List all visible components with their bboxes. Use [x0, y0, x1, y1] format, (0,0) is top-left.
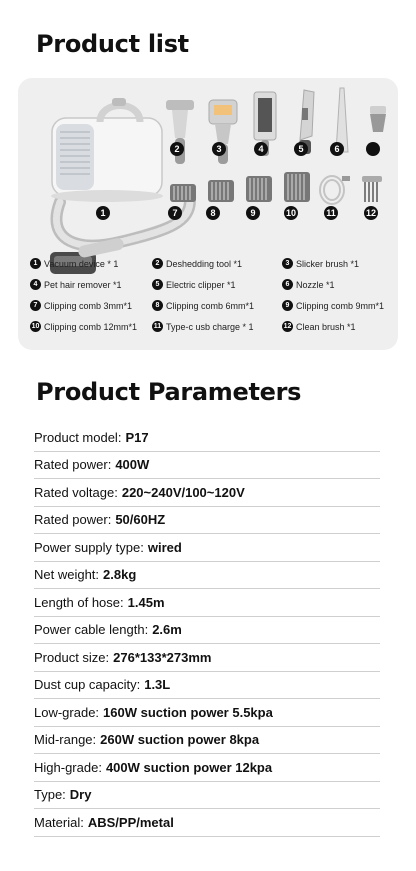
product-list-panel — [18, 78, 398, 350]
callout-number-8: 8 — [206, 206, 220, 220]
legend-item: 11 Type-c usb charge * 1 — [153, 321, 254, 332]
param-row: Power supply type: wired — [34, 534, 380, 562]
param-row: Rated voltage: 220~240V/100~120V — [34, 479, 380, 507]
callout-number-7-nozzle-alt — [366, 142, 380, 156]
legend-item: 2 Deshedding tool *1 — [152, 258, 242, 269]
legend-item: 9 Clipping comb 9mm*1 — [282, 300, 384, 311]
clean-brush-small-image — [360, 104, 396, 174]
legend-item: 1 Vacuum device * 1 — [30, 258, 118, 269]
product-list-title: Product list — [36, 30, 189, 58]
product-parameters-table — [34, 424, 380, 837]
callout-number-11: 11 — [324, 206, 338, 220]
legend-item: 3 Slicker brush *1 — [282, 258, 359, 269]
legend-item: 10 Clipping comb 12mm*1 — [31, 321, 138, 332]
param-row: Rated power: 400W — [34, 452, 380, 480]
param-row: High-grade: 400W suction power 12kpa — [34, 754, 380, 782]
param-row: Rated power: 50/60HZ — [34, 507, 380, 535]
legend-item: 12 Clean brush *1 — [283, 321, 356, 332]
param-row: Low-grade: 160W suction power 5.5kpa — [34, 699, 380, 727]
param-row: Type: Dry — [34, 782, 380, 810]
deshedding-tool-image — [164, 98, 200, 168]
callout-number-3: 3 — [212, 142, 226, 156]
param-row: Material: ABS/PP/metal — [34, 809, 380, 837]
legend-item: 4 Pet hair remover *1 — [30, 279, 122, 290]
param-row: Dust cup capacity: 1.3L — [34, 672, 380, 700]
legend-item: 5 Electric clipper *1 — [152, 279, 236, 290]
callout-number-4: 4 — [254, 142, 268, 156]
callout-number-7: 7 — [168, 206, 182, 220]
param-row: Length of hose: 1.45m — [34, 589, 380, 617]
param-row: Mid-range: 260W suction power 8kpa — [34, 727, 380, 755]
param-row: Power cable length: 2.6m — [34, 617, 380, 645]
callout-number-1: 1 — [96, 206, 110, 220]
callout-number-12: 12 — [364, 206, 378, 220]
legend-item: 6 Nozzle *1 — [282, 279, 335, 290]
param-row: Product size: 276*133*273mm — [34, 644, 380, 672]
callout-number-9: 9 — [246, 206, 260, 220]
callout-number-5: 5 — [294, 142, 308, 156]
callout-number-2: 2 — [170, 142, 184, 156]
param-row: Product model: P17 — [34, 424, 380, 452]
legend-item: 7 Clipping comb 3mm*1 — [30, 300, 132, 311]
legend-item: 8 Clipping comb 6mm*1 — [152, 300, 254, 311]
param-row: Net weight: 2.8kg — [34, 562, 380, 590]
callout-number-10: 10 — [284, 206, 298, 220]
callout-number-6: 6 — [330, 142, 344, 156]
product-parameters-title: Product Parameters — [36, 378, 302, 406]
slicker-brush-image — [206, 98, 242, 168]
